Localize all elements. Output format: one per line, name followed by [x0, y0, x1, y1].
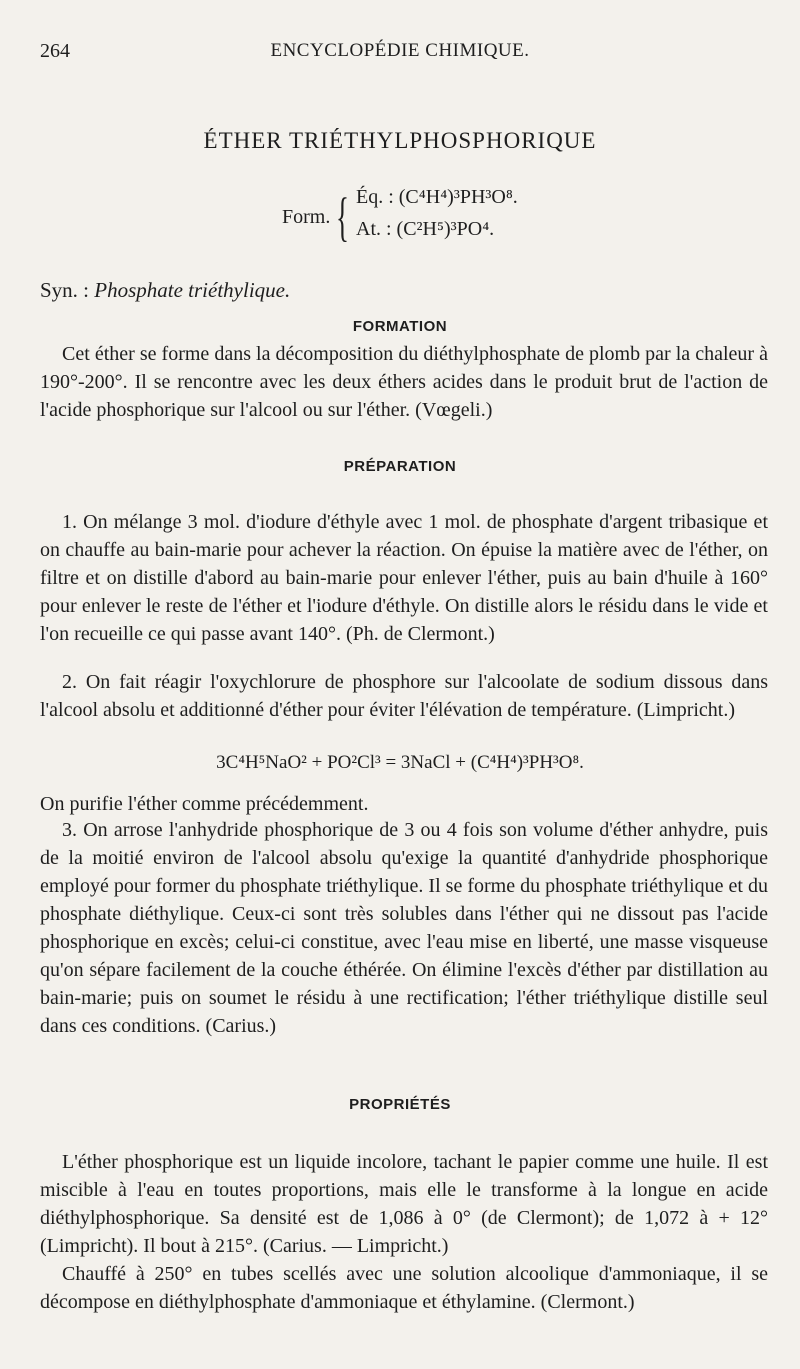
- article-title: ÉTHER TRIÉTHYLPHOSPHORIQUE: [203, 128, 597, 153]
- heading-proprietes: PROPRIÉTÉS: [349, 1096, 451, 1113]
- formula-equivalent: Éq. : (C⁴H⁴)³PH³O⁸.: [356, 186, 518, 208]
- preparation-paragraph-2b: On purifie l'éther comme précédemment.: [40, 793, 369, 815]
- brace-glyph: {: [336, 187, 349, 247]
- formation-paragraph: Cet éther se forme dans la décomposition du diéthylphosphate de plomb par la chaleur à 190°-200°. Il se rencontre avec les deux éthers acides dans le produit brut de l'action de l'acide phosphorique sur l'alcool ou sur l'éther. (Vœgeli.): [40, 343, 768, 421]
- reaction-equation: 3C⁴H⁵NaO² + PO²Cl³ = 3NaCl + (C⁴H⁴)³PH³O⁸.: [216, 752, 584, 773]
- synonym-name: Phosphate triéthylique.: [94, 278, 291, 302]
- preparation-paragraph-2: 2. On fait réagir l'oxychlorure de phosphore sur l'alcoolate de sodium dissous dans l'alcool absolu et additionné d'éther pour éviter l'élévation de température. (Limpricht.): [40, 671, 768, 721]
- formula-atomic: At. : (C²H⁵)³PO⁴.: [356, 218, 495, 240]
- page-header: [40, 40, 760, 68]
- synonym-prefix: Syn. :: [40, 278, 90, 302]
- preparation-paragraph-1: 1. On mélange 3 mol. d'iodure d'éthyle avec 1 mol. de phosphate d'argent tribasique et on chauffe au bain-marie pour achever la réaction. On épuise la matière avec de l'éther, on filtre et on distille d'abord au bain-marie pour enlever l'éther, puis au bain d'huile à 160° pour enlever le reste de l'éther et l'iodure d'éthyle. On distille alors le résidu dans le vide et l'on recueille ce qui passe avant 140°. (Ph. de Clermont.): [40, 511, 768, 645]
- heading-preparation: PRÉPARATION: [343, 458, 457, 475]
- proprietes-paragraph-2: Chauffé à 250° en tubes scellés avec une solution alcoolique d'ammoniaque, il se décompose en diéthylphosphate d'ammoniaque et éthylamine. (Clermont.): [40, 1263, 768, 1313]
- formula-block: [282, 186, 602, 252]
- preparation-paragraph-3: 3. On arrose l'anhydride phosphorique de 3 ou 4 fois son volume d'éther anhydre, puis de la moitié environ de l'alcool absolu qu'exige la quantité d'anhydride phosphorique employé pour former du phosphate triéthylique. Il se forme du phosphate triéthylique et du phosphate diéthylique. Ceux-ci sont très solubles dans l'éther qui ne dissout pas l'acide phosphorique en excès; celui-ci constitue, avec l'eau mise en liberté, une masse visqueuse qu'on sépare facilement de la couche éthérée. On élimine l'excès d'éther par distillation au bain-marie; puis on soumet le résidu à une rectification; l'éther triéthylique distille seul dans ces conditions. (Carius.): [40, 819, 768, 1037]
- page-number: 264: [40, 40, 70, 62]
- formula-label: Form.: [282, 206, 331, 228]
- proprietes-paragraph-1: L'éther phosphorique est un liquide incolore, tachant le papier comme une huile. Il est miscible à l'eau en toutes proportions, mais elle le transforme à la longue en acide diéthylphosphorique. Sa densité est de 1,086 à 0° (de Clermont); de 1,072 à + 12° (Limpricht). Il bout à 215°. (Carius. — Limpricht.): [40, 1151, 768, 1257]
- running-head: ENCYCLOPÉDIE CHIMIQUE.: [270, 40, 530, 61]
- synonym: [40, 278, 290, 303]
- heading-formation: FORMATION: [352, 318, 448, 335]
